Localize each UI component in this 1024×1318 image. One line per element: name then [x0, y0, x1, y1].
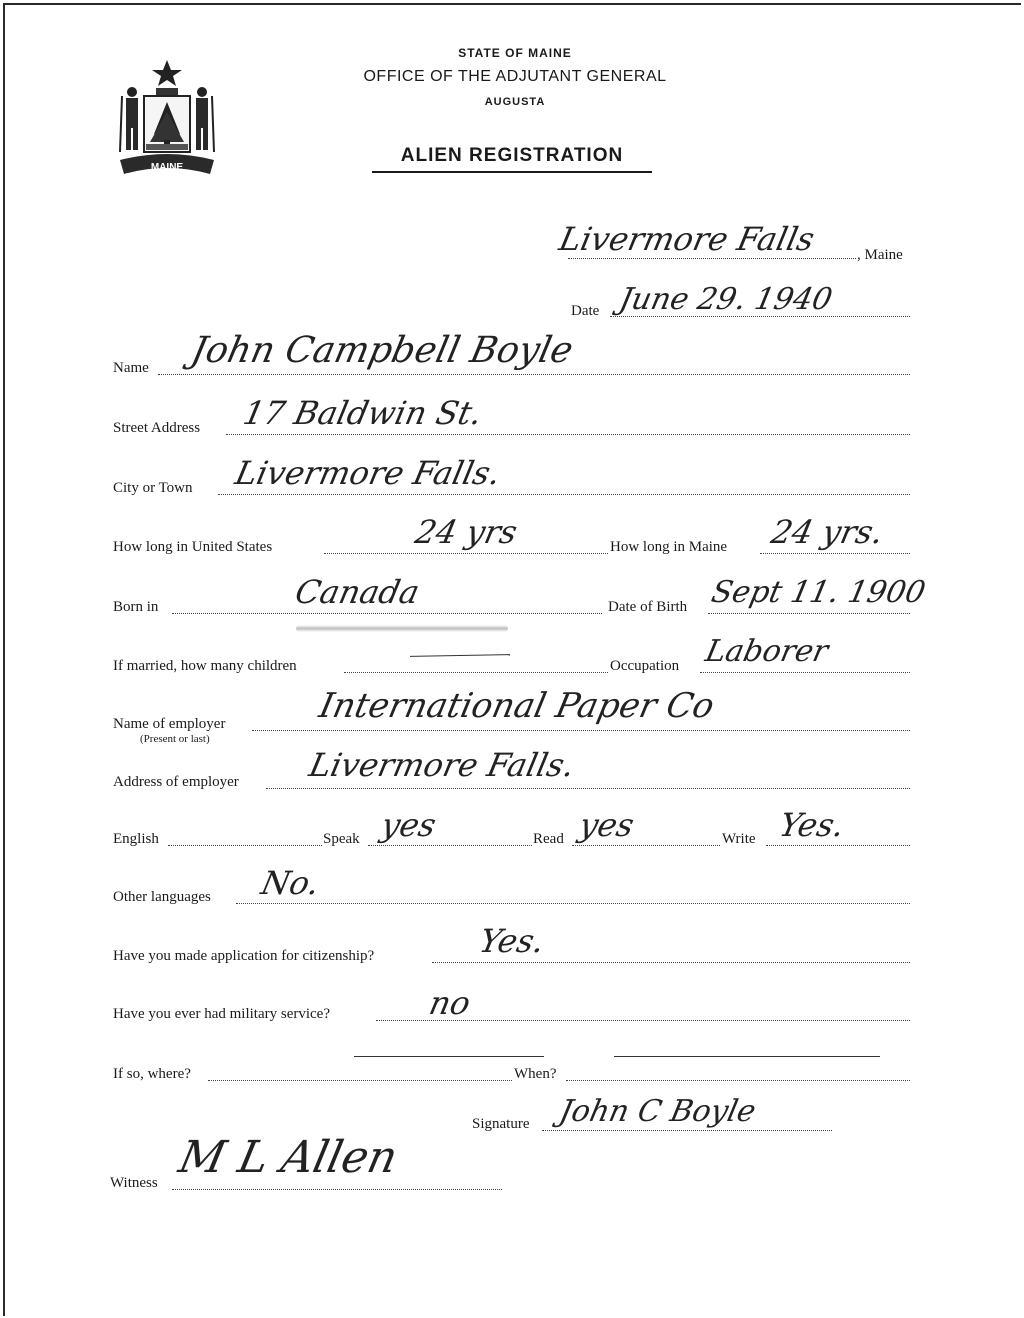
born-label: Born in [113, 599, 159, 615]
employer-line [252, 730, 910, 731]
dob-label: Date of Birth [608, 599, 688, 615]
read-value: yes [575, 806, 638, 844]
street-value: 17 Baldwin St. [239, 394, 486, 432]
maine-state-seal [112, 56, 222, 184]
read-label: Read [533, 831, 564, 847]
maine-years-label: How long in Maine [610, 539, 728, 555]
employer-address-line [266, 788, 910, 789]
military-value: no [425, 984, 474, 1022]
us-years-label: How long in United States [113, 539, 273, 555]
witness-value: M L Allen [174, 1132, 402, 1183]
witness-line [172, 1189, 502, 1190]
form-title: ALIEN REGISTRATION [372, 145, 652, 173]
where-dash [354, 1056, 544, 1057]
speak-label: Speak [323, 831, 360, 847]
city-label: City or Town [113, 480, 193, 496]
us-years-value: 24 yrs [411, 513, 521, 551]
where-label: If so, where? [113, 1066, 191, 1082]
town-value: Livermore Falls [555, 220, 818, 258]
other-languages-value: No. [257, 864, 323, 902]
occupation-line [700, 672, 910, 673]
where-line [208, 1080, 512, 1081]
english-label: English [113, 831, 159, 847]
read-line [572, 845, 720, 846]
ink-smudge [296, 625, 508, 632]
street-line [226, 434, 910, 435]
maine-years-value: 24 yrs. [767, 513, 887, 551]
city-line [218, 494, 910, 495]
maine-suffix-label: , Maine [857, 247, 903, 263]
write-label: Write [722, 831, 756, 847]
citizenship-line [432, 962, 910, 963]
speak-line [368, 845, 532, 846]
name-value: John Campbell Boyle [187, 330, 577, 371]
occupation-label: Occupation [610, 658, 680, 674]
other-languages-label: Other languages [113, 889, 211, 905]
dob-value: Sept 11. 1900 [708, 575, 929, 610]
name-label: Name [113, 360, 149, 376]
married-line [344, 672, 608, 673]
employer-label: Name of employer [113, 716, 226, 732]
maine-years-line [760, 553, 910, 554]
write-line [766, 845, 910, 846]
state-heading: STATE OF MAINE [458, 46, 572, 60]
speak-value: yes [377, 806, 440, 844]
signature-label: Signature [472, 1116, 530, 1132]
signature-line [542, 1130, 832, 1131]
other-languages-line [236, 903, 910, 904]
english-line [168, 845, 322, 846]
when-line [566, 1080, 910, 1081]
when-label: When? [514, 1066, 557, 1082]
write-value: Yes. [775, 806, 848, 844]
occupation-value: Laborer [702, 634, 832, 669]
city-heading: AUGUSTA [484, 96, 546, 108]
married-label: If married, how many children [113, 658, 297, 674]
born-value: Canada [291, 573, 423, 611]
employer-sublabel: (Present or last) [140, 733, 210, 745]
citizenship-value: Yes. [475, 922, 548, 960]
office-heading: OFFICE OF THE ADJUTANT GENERAL [363, 68, 667, 85]
signature-value: John C Boyle [556, 1094, 759, 1129]
citizenship-label: Have you made application for citizenship? [113, 948, 375, 964]
employer-address-label: Address of employer [113, 774, 239, 790]
city-value: Livermore Falls. [231, 454, 505, 492]
town-line [568, 258, 856, 259]
employer-value: International Paper Co [315, 686, 718, 726]
dob-line [708, 613, 910, 614]
military-label: Have you ever had military service? [113, 1006, 330, 1022]
when-dash [614, 1056, 880, 1057]
date-value: June 29. 1940 [616, 282, 836, 317]
seal-banner-text: MAINE [150, 162, 184, 173]
name-line [158, 374, 910, 375]
witness-label: Witness [110, 1175, 158, 1191]
employer-address-value: Livermore Falls. [305, 746, 579, 784]
street-label: Street Address [113, 420, 201, 436]
us-years-line [324, 553, 608, 554]
date-label: Date [571, 303, 600, 319]
born-line [172, 613, 602, 614]
